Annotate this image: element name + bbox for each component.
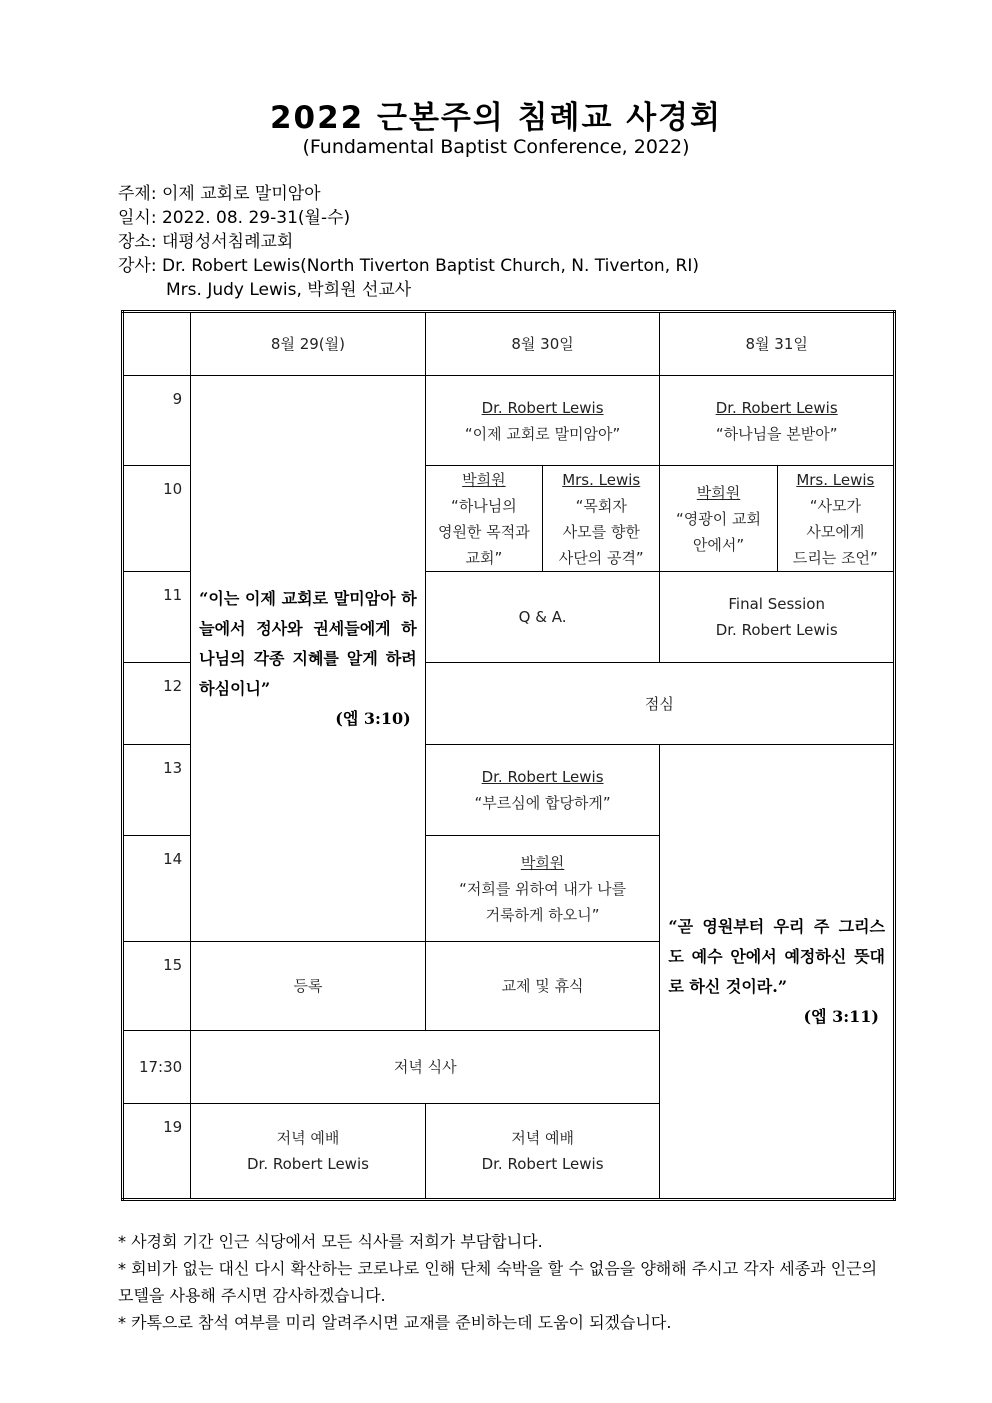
session-title: “저희를 위하여 내가 나를 xyxy=(459,879,627,898)
session-title: “사모가 xyxy=(809,496,861,515)
speaker-name: Dr. Robert Lewis xyxy=(246,1155,369,1173)
speaker-name: Mrs. Lewis xyxy=(796,470,875,489)
time-19: 19 xyxy=(123,1104,191,1200)
time-11: 11 xyxy=(123,572,191,663)
header-day-31: 8월 31일 xyxy=(660,312,895,376)
d31-verse: “곧 영원부터 우리 주 그리스도 예수 안에서 예정하신 뜻대로 하신 것이라.” xyxy=(668,916,885,996)
session-title: 교회” xyxy=(465,548,503,567)
dinner-cell: 저녁 식사 xyxy=(191,1031,660,1104)
place-line: 장소: 대평성서침례교회 xyxy=(118,232,294,252)
theme-line: 주제: 이제 교회로 말미암아 xyxy=(118,184,321,204)
speaker-name: Dr. Robert Lewis xyxy=(715,621,838,639)
speakers-line-2: Mrs. Judy Lewis, 박희원 선교사 xyxy=(166,280,412,300)
session-title: “하나님의 xyxy=(451,496,517,515)
lunch-cell: 점심 xyxy=(425,663,894,745)
d30-15-break: 교제 및 휴식 xyxy=(425,942,660,1031)
speaker-name: Dr. Robert Lewis xyxy=(481,398,604,417)
time-1730: 17:30 xyxy=(123,1031,191,1104)
d30-19-session xyxy=(425,1104,660,1200)
session-title: “부르심에 합당하게” xyxy=(474,794,611,812)
session-title: “이제 교회로 말미암아” xyxy=(464,424,621,443)
session-title: “목회자 xyxy=(575,496,627,515)
page-title: 2022 근본주의 침례교 사경회 xyxy=(269,100,723,136)
d30-10b-session xyxy=(543,466,660,572)
d30-9-session xyxy=(425,376,660,466)
d29-15-registration: 등록 xyxy=(191,942,426,1031)
speaker-name: Dr. Robert Lewis xyxy=(481,768,604,786)
d31-10a-session xyxy=(660,466,777,572)
session-title: 저녁 예배 xyxy=(276,1129,340,1147)
speaker-name: 박희원 xyxy=(462,470,506,489)
date-line: 일시: 2022. 08. 29-31(월-수) xyxy=(118,208,351,228)
d30-13-session xyxy=(425,745,660,836)
d29-verse-ref: (엡 3:10) xyxy=(335,708,411,728)
header-day-30: 8월 30일 xyxy=(425,312,660,376)
time-13: 13 xyxy=(123,745,191,836)
session-title: 거룩하게 하오니” xyxy=(485,905,600,924)
d31-10b-session xyxy=(777,466,894,572)
page-subtitle: (Fundamental Baptist Conference, 2022) xyxy=(302,136,690,158)
note-item: * 사경회 기간 인근 식당에서 모든 식사를 저희가 부담합니다. xyxy=(118,1232,543,1251)
note-item: * 카톡으로 참석 여부를 미리 알려주시면 교재를 준비하는데 도움이 되겠습니다. xyxy=(118,1313,672,1332)
speaker-name: 박희원 xyxy=(520,853,565,872)
row-9 xyxy=(123,376,895,466)
event-info xyxy=(118,182,699,302)
session-title: “하나님을 본받아” xyxy=(715,424,838,443)
session-title: 사모를 향한 xyxy=(562,522,640,541)
d29-verse-cell xyxy=(191,376,426,942)
d31-9-session xyxy=(660,376,895,466)
session-title: 드리는 조언” xyxy=(792,548,878,567)
d31-11-session xyxy=(660,572,895,663)
speaker-name: Dr. Robert Lewis xyxy=(481,1155,604,1173)
d30-10a-session xyxy=(425,466,542,572)
header-row xyxy=(123,312,895,376)
header-day-29: 8월 29(월) xyxy=(191,312,426,376)
notes xyxy=(118,1228,878,1336)
session-title: Final Session xyxy=(728,595,825,613)
schedule-table xyxy=(121,310,896,1201)
note-item: * 회비가 없는 대신 다시 확산하는 코로나로 인해 단체 숙박을 할 수 없음을 양해해 주시고 각자 세종과 인근의 모텔을 사용해 주시면 감사하겠습니다. xyxy=(118,1259,878,1305)
d29-19-session xyxy=(191,1104,426,1200)
speaker-name: Dr. Robert Lewis xyxy=(715,398,838,417)
speaker-name: Mrs. Lewis xyxy=(562,470,641,489)
session-title: 저녁 예배 xyxy=(511,1129,574,1147)
session-title: 영원한 목적과 xyxy=(438,522,530,541)
time-10: 10 xyxy=(123,466,191,572)
time-9: 9 xyxy=(123,376,191,466)
speaker-name: 박희원 xyxy=(696,483,741,502)
corner-cell xyxy=(123,312,191,376)
session-title: “영광이 교회 xyxy=(676,509,762,528)
session-title: 사단의 공격” xyxy=(558,548,644,567)
d29-verse: “이는 이제 교회로 말미암아 하늘에서 정사와 권세들에게 하나님의 각종 지혜를 알게 하려 하심이니” xyxy=(199,588,417,698)
session-title: 안에서” xyxy=(692,535,745,554)
d31-verse-ref: (엡 3:11) xyxy=(803,1006,879,1026)
session-title: 사모에게 xyxy=(806,522,865,541)
time-14: 14 xyxy=(123,836,191,942)
time-15: 15 xyxy=(123,942,191,1031)
d30-11-qa: Q & A. xyxy=(425,572,660,663)
speakers-line: 강사: Dr. Robert Lewis(North Tiverton Baptist Church, N. Tiverton, RI) xyxy=(118,256,699,276)
time-12: 12 xyxy=(123,663,191,745)
d30-14-session xyxy=(425,836,660,942)
d31-verse-cell xyxy=(660,745,895,1200)
